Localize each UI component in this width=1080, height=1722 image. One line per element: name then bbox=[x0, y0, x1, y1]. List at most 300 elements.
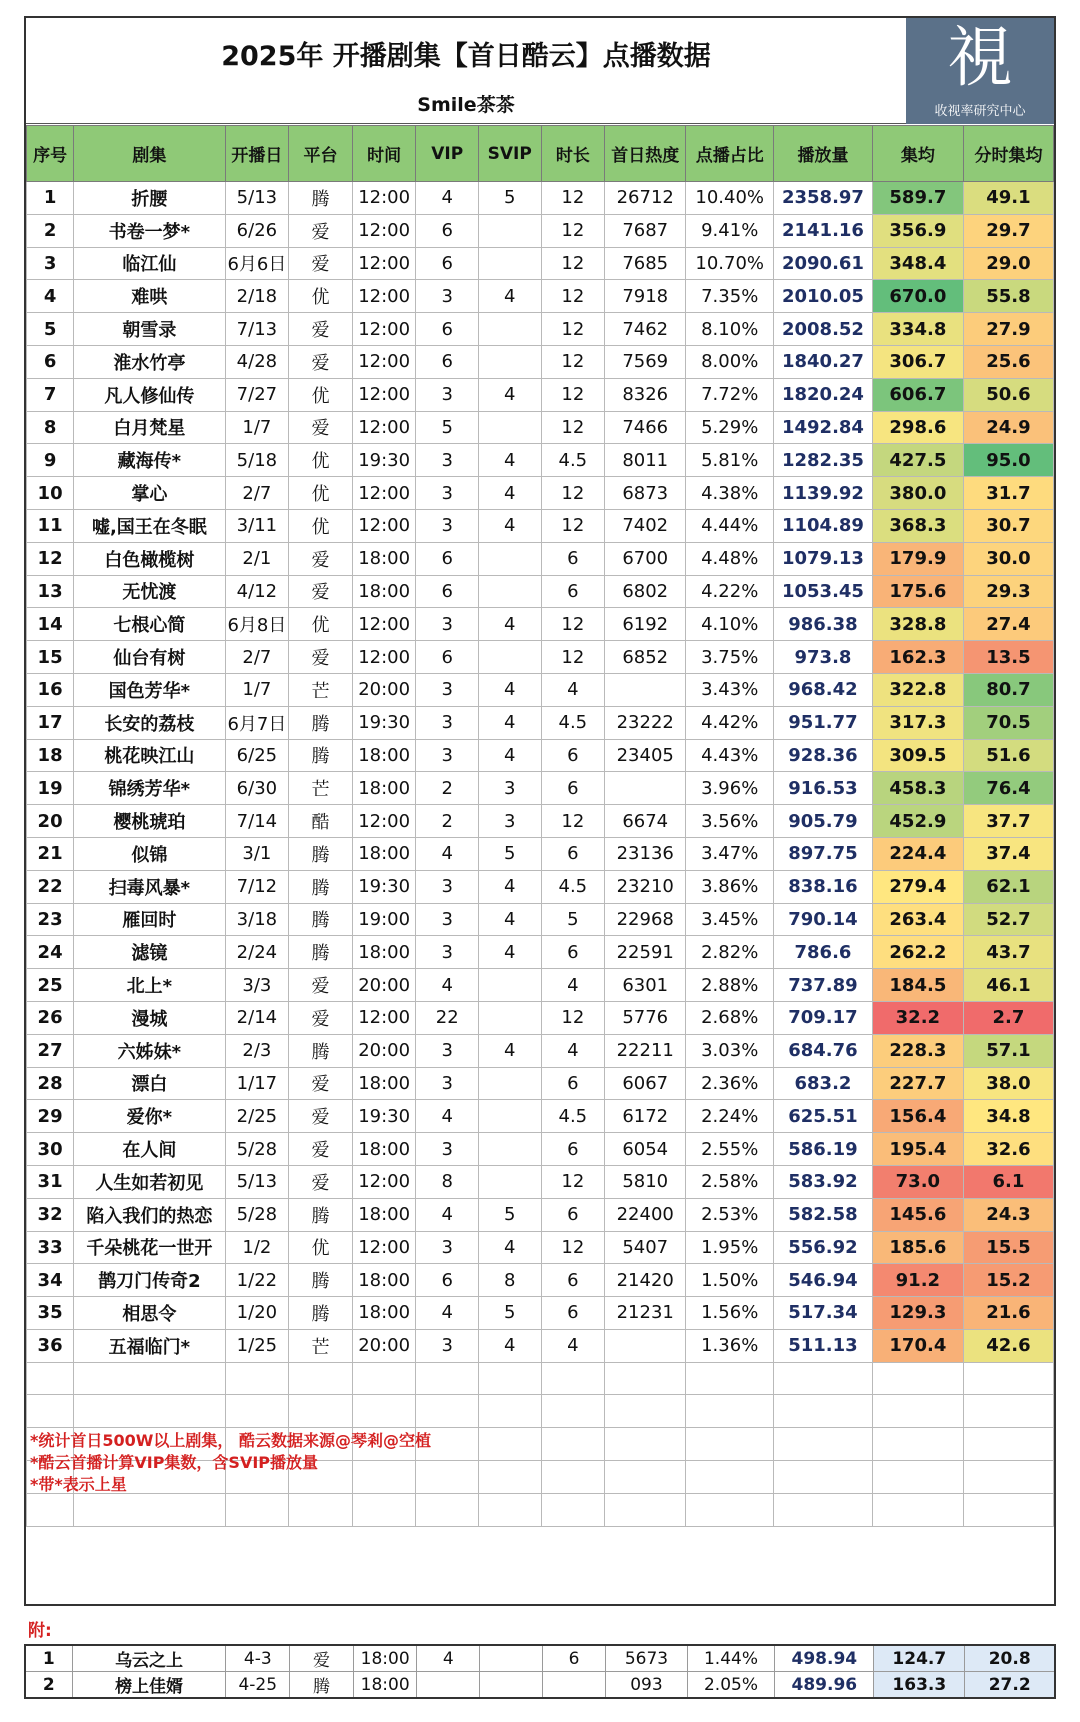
cell-time: 19:30 bbox=[352, 1100, 416, 1133]
empty-cell bbox=[686, 1395, 774, 1428]
cell-platform: 腾 bbox=[289, 870, 353, 903]
cell-vip: 3 bbox=[416, 444, 479, 477]
cell-date: 7/12 bbox=[225, 870, 289, 903]
cell-vip: 3 bbox=[416, 1034, 479, 1067]
cell-share: 4.43% bbox=[686, 739, 774, 772]
cell-duration: 4.5 bbox=[541, 870, 605, 903]
cell-title: 樱桃琥珀 bbox=[74, 805, 225, 838]
cell-date: 2/3 bbox=[225, 1034, 289, 1067]
cell-avg: 91.2 bbox=[872, 1264, 963, 1297]
cell-duration: 12 bbox=[541, 378, 605, 411]
cell-rank: 36 bbox=[27, 1329, 74, 1362]
cell-vip: 3 bbox=[416, 1231, 479, 1264]
cell-avg: 589.7 bbox=[872, 182, 963, 215]
empty-cell bbox=[963, 1461, 1053, 1494]
footnote-1: *统计首日500W以上剧集， 酷云数据来源@琴剎@空植 bbox=[30, 1431, 431, 1450]
cell-platform: 腾 bbox=[289, 1264, 353, 1297]
cell-share: 2.68% bbox=[686, 1001, 774, 1034]
cell-rank: 24 bbox=[27, 936, 74, 969]
cell-avg: 348.4 bbox=[872, 247, 963, 280]
cell-share: 5.81% bbox=[686, 444, 774, 477]
cell-rank: 26 bbox=[27, 1001, 74, 1034]
cell-title: 藏海传* bbox=[74, 444, 225, 477]
cell-title: 白色橄榄树 bbox=[74, 542, 225, 575]
table-row bbox=[27, 444, 1054, 477]
cell-date: 4/12 bbox=[225, 575, 289, 608]
cell-tavg: 30.7 bbox=[963, 509, 1053, 542]
cell-title: 在人间 bbox=[74, 1133, 225, 1166]
cell-rank: 9 bbox=[27, 444, 74, 477]
cell-avg: 124.7 bbox=[874, 1645, 965, 1672]
cell-plays: 1079.13 bbox=[774, 542, 873, 575]
cell-title: 临江仙 bbox=[74, 247, 225, 280]
cell-duration: 5 bbox=[541, 903, 605, 936]
cell-platform: 芒 bbox=[289, 772, 353, 805]
cell-date: 7/27 bbox=[225, 378, 289, 411]
cell-share: 3.75% bbox=[686, 641, 774, 674]
table-row bbox=[27, 1001, 1054, 1034]
empty-cell bbox=[27, 1395, 74, 1428]
cell-platform: 腾 bbox=[289, 1198, 353, 1231]
cell-rank: 1 bbox=[27, 182, 74, 215]
cell-time: 12:00 bbox=[352, 1165, 416, 1198]
cell-heat: 23136 bbox=[605, 837, 686, 870]
cell-share: 2.05% bbox=[687, 1672, 775, 1699]
cell-svip: 4 bbox=[478, 706, 541, 739]
cell-date: 5/13 bbox=[225, 1165, 289, 1198]
cell-share: 3.47% bbox=[686, 837, 774, 870]
cell-time: 12:00 bbox=[352, 182, 416, 215]
cell-share: 2.82% bbox=[686, 936, 774, 969]
cell-svip bbox=[478, 313, 541, 346]
appendix-row bbox=[25, 1645, 1055, 1672]
cell-heat: 6172 bbox=[605, 1100, 686, 1133]
cell-duration: 12 bbox=[541, 280, 605, 313]
cell-vip: 3 bbox=[416, 509, 479, 542]
cell-rank: 10 bbox=[27, 477, 74, 510]
cell-tavg: 24.3 bbox=[963, 1198, 1053, 1231]
cell-tavg: 15.5 bbox=[963, 1231, 1053, 1264]
cell-title: 无忧渡 bbox=[74, 575, 225, 608]
cell-vip: 6 bbox=[416, 313, 479, 346]
cell-rank: 25 bbox=[27, 969, 74, 1002]
cell-date: 6/26 bbox=[225, 214, 289, 247]
cell-vip: 3 bbox=[416, 673, 479, 706]
cell-duration: 6 bbox=[541, 1133, 605, 1166]
cell-tavg: 37.4 bbox=[963, 837, 1053, 870]
cell-plays: 517.34 bbox=[774, 1297, 873, 1330]
cell-plays: 1282.35 bbox=[774, 444, 873, 477]
cell-plays: 1840.27 bbox=[774, 345, 873, 378]
table-row bbox=[27, 1329, 1054, 1362]
cell-heat: 8011 bbox=[605, 444, 686, 477]
cell-plays: 951.77 bbox=[774, 706, 873, 739]
cell-time: 18:00 bbox=[352, 1297, 416, 1330]
cell-heat: 6873 bbox=[605, 477, 686, 510]
cell-plays: 546.94 bbox=[774, 1264, 873, 1297]
column-header-plays: 播放量 bbox=[774, 126, 873, 182]
empty-cell bbox=[416, 1362, 479, 1395]
cell-avg: 32.2 bbox=[872, 1001, 963, 1034]
empty-cell bbox=[478, 1362, 541, 1395]
page-subtitle: Smile茶茶 bbox=[417, 94, 515, 116]
table-row bbox=[27, 411, 1054, 444]
cell-svip bbox=[480, 1645, 543, 1672]
cell-platform: 爱 bbox=[289, 641, 353, 674]
cell-heat: 22591 bbox=[605, 936, 686, 969]
empty-cell bbox=[541, 1493, 605, 1526]
cell-vip: 3 bbox=[416, 280, 479, 313]
empty-cell bbox=[541, 1362, 605, 1395]
appendix-table bbox=[24, 1644, 1056, 1699]
cell-avg: 317.3 bbox=[872, 706, 963, 739]
cell-platform: 爱 bbox=[289, 411, 353, 444]
cell-duration: 4.5 bbox=[541, 1100, 605, 1133]
cell-time: 18:00 bbox=[352, 542, 416, 575]
table-row bbox=[27, 1165, 1054, 1198]
cell-tavg: 20.8 bbox=[965, 1645, 1055, 1672]
logo-caption: 收视率研究中心 bbox=[934, 104, 1026, 119]
table-row bbox=[27, 706, 1054, 739]
empty-cell bbox=[686, 1493, 774, 1526]
cell-time: 19:00 bbox=[352, 903, 416, 936]
cell-avg: 328.8 bbox=[872, 608, 963, 641]
cell-platform: 酷 bbox=[289, 805, 353, 838]
empty-cell bbox=[774, 1395, 873, 1428]
cell-title: 六姊妹* bbox=[74, 1034, 225, 1067]
cell-plays: 683.2 bbox=[774, 1067, 873, 1100]
empty-cell bbox=[289, 1395, 353, 1428]
table-row bbox=[27, 1198, 1054, 1231]
cell-heat: 5673 bbox=[606, 1645, 687, 1672]
cell-title: 爱你* bbox=[74, 1100, 225, 1133]
cell-heat: 21420 bbox=[605, 1264, 686, 1297]
logo-glyph: 視 bbox=[947, 19, 1013, 96]
cell-rank: 28 bbox=[27, 1067, 74, 1100]
cell-duration: 6 bbox=[541, 1264, 605, 1297]
cell-share: 4.48% bbox=[686, 542, 774, 575]
cell-svip: 5 bbox=[478, 837, 541, 870]
cell-platform: 爱 bbox=[289, 1133, 353, 1166]
cell-avg: 224.4 bbox=[872, 837, 963, 870]
cell-date: 5/28 bbox=[225, 1133, 289, 1166]
cell-heat: 8326 bbox=[605, 378, 686, 411]
cell-heat: 6852 bbox=[605, 641, 686, 674]
cell-title: 国色芳华* bbox=[74, 673, 225, 706]
cell-share: 7.35% bbox=[686, 280, 774, 313]
cell-rank: 14 bbox=[27, 608, 74, 641]
cell-duration: 6 bbox=[541, 739, 605, 772]
cell-share: 4.44% bbox=[686, 509, 774, 542]
cell-svip bbox=[478, 1165, 541, 1198]
cell-date: 6月8日 bbox=[225, 608, 289, 641]
empty-cell bbox=[774, 1362, 873, 1395]
cell-platform: 爱 bbox=[289, 247, 353, 280]
column-header-svip: SVIP bbox=[478, 126, 541, 182]
table-row bbox=[27, 870, 1054, 903]
cell-rank: 8 bbox=[27, 411, 74, 444]
cell-title: 掌心 bbox=[74, 477, 225, 510]
cell-avg: 129.3 bbox=[872, 1297, 963, 1330]
cell-heat: 6674 bbox=[605, 805, 686, 838]
cell-vip: 3 bbox=[416, 477, 479, 510]
cell-duration: 12 bbox=[541, 509, 605, 542]
empty-cell bbox=[289, 1493, 353, 1526]
cell-svip: 5 bbox=[478, 182, 541, 215]
cell-tavg: 13.5 bbox=[963, 641, 1053, 674]
table-row bbox=[27, 1100, 1054, 1133]
cell-platform: 优 bbox=[289, 477, 353, 510]
empty-cell bbox=[872, 1395, 963, 1428]
cell-vip: 3 bbox=[416, 1133, 479, 1166]
cell-time: 18:00 bbox=[352, 739, 416, 772]
cell-svip: 4 bbox=[478, 739, 541, 772]
column-header-date: 开播日 bbox=[225, 126, 289, 182]
cell-avg: 145.6 bbox=[872, 1198, 963, 1231]
cell-rank: 7 bbox=[27, 378, 74, 411]
cell-rank: 16 bbox=[27, 673, 74, 706]
cell-share: 1.56% bbox=[686, 1297, 774, 1330]
cell-vip: 22 bbox=[416, 1001, 479, 1034]
cell-date: 3/11 bbox=[225, 509, 289, 542]
cell-avg: 156.4 bbox=[872, 1100, 963, 1133]
cell-rank: 33 bbox=[27, 1231, 74, 1264]
cell-svip: 4 bbox=[478, 378, 541, 411]
cell-heat: 6301 bbox=[605, 969, 686, 1002]
empty-cell bbox=[963, 1493, 1053, 1526]
cell-time: 12:00 bbox=[352, 608, 416, 641]
cell-duration: 6 bbox=[542, 1645, 606, 1672]
cell-title: 漫城 bbox=[74, 1001, 225, 1034]
cell-avg: 368.3 bbox=[872, 509, 963, 542]
cell-rank: 15 bbox=[27, 641, 74, 674]
table-row bbox=[27, 313, 1054, 346]
cell-avg: 175.6 bbox=[872, 575, 963, 608]
empty-row bbox=[27, 1395, 1054, 1428]
cell-duration: 12 bbox=[541, 608, 605, 641]
table-row bbox=[27, 969, 1054, 1002]
cell-date: 6月7日 bbox=[225, 706, 289, 739]
cell-title: 相思令 bbox=[74, 1297, 225, 1330]
cell-time: 12:00 bbox=[352, 280, 416, 313]
cell-time: 12:00 bbox=[352, 345, 416, 378]
cell-duration: 12 bbox=[541, 641, 605, 674]
cell-vip: 4 bbox=[416, 1297, 479, 1330]
cell-svip bbox=[478, 247, 541, 280]
cell-title: 桃花映江山 bbox=[74, 739, 225, 772]
cell-date: 5/28 bbox=[225, 1198, 289, 1231]
cell-date: 1/25 bbox=[225, 1329, 289, 1362]
cell-title: 书卷一梦* bbox=[74, 214, 225, 247]
cell-duration: 12 bbox=[541, 477, 605, 510]
cell-title: 折腰 bbox=[74, 182, 225, 215]
cell-share: 9.41% bbox=[686, 214, 774, 247]
cell-plays: 2090.61 bbox=[774, 247, 873, 280]
cell-rank: 29 bbox=[27, 1100, 74, 1133]
cell-share: 2.55% bbox=[686, 1133, 774, 1166]
cell-heat: 7687 bbox=[605, 214, 686, 247]
cell-duration: 4.5 bbox=[541, 444, 605, 477]
cell-vip: 6 bbox=[416, 345, 479, 378]
empty-cell bbox=[872, 1493, 963, 1526]
cell-duration: 4 bbox=[541, 673, 605, 706]
cell-rank: 23 bbox=[27, 903, 74, 936]
table-row bbox=[27, 837, 1054, 870]
cell-title: 朝雪录 bbox=[74, 313, 225, 346]
cell-duration: 6 bbox=[541, 936, 605, 969]
cell-date: 1/22 bbox=[225, 1264, 289, 1297]
cell-heat: 5407 bbox=[605, 1231, 686, 1264]
footnote-3: *带*表示上星 bbox=[30, 1475, 127, 1494]
cell-svip: 3 bbox=[478, 805, 541, 838]
empty-row bbox=[27, 1362, 1054, 1395]
cell-share: 3.56% bbox=[686, 805, 774, 838]
cell-rank: 2 bbox=[27, 214, 74, 247]
empty-cell bbox=[416, 1493, 479, 1526]
table-row bbox=[27, 378, 1054, 411]
cell-platform: 爱 bbox=[290, 1645, 354, 1672]
cell-time: 12:00 bbox=[352, 509, 416, 542]
cell-avg: 162.3 bbox=[872, 641, 963, 674]
cell-share: 3.43% bbox=[686, 673, 774, 706]
cell-avg: 458.3 bbox=[872, 772, 963, 805]
cell-heat: 23222 bbox=[605, 706, 686, 739]
cell-share: 10.70% bbox=[686, 247, 774, 280]
cell-time: 19:30 bbox=[352, 706, 416, 739]
cell-platform: 腾 bbox=[289, 706, 353, 739]
cell-svip: 4 bbox=[478, 1329, 541, 1362]
cell-tavg: 62.1 bbox=[963, 870, 1053, 903]
cell-title: 扫毒风暴* bbox=[74, 870, 225, 903]
cell-duration: 12 bbox=[541, 214, 605, 247]
cell-title: 雁回时 bbox=[74, 903, 225, 936]
cell-rank: 6 bbox=[27, 345, 74, 378]
cell-platform: 优 bbox=[289, 444, 353, 477]
table-row bbox=[27, 1133, 1054, 1166]
cell-vip: 6 bbox=[416, 1264, 479, 1297]
cell-share: 7.72% bbox=[686, 378, 774, 411]
cell-tavg: 31.7 bbox=[963, 477, 1053, 510]
cell-plays: 1104.89 bbox=[774, 509, 873, 542]
cell-heat bbox=[605, 772, 686, 805]
cell-platform: 爱 bbox=[289, 345, 353, 378]
cell-tavg: 21.6 bbox=[963, 1297, 1053, 1330]
table-row bbox=[27, 903, 1054, 936]
cell-platform: 爱 bbox=[289, 1067, 353, 1100]
cell-vip bbox=[417, 1672, 480, 1699]
cell-tavg: 32.6 bbox=[963, 1133, 1053, 1166]
empty-cell bbox=[686, 1362, 774, 1395]
cell-title: 难哄 bbox=[74, 280, 225, 313]
cell-heat bbox=[605, 1329, 686, 1362]
cell-tavg: 52.7 bbox=[963, 903, 1053, 936]
cell-avg: 279.4 bbox=[872, 870, 963, 903]
cell-avg: 334.8 bbox=[872, 313, 963, 346]
cell-platform: 腾 bbox=[289, 739, 353, 772]
cell-vip: 3 bbox=[416, 608, 479, 641]
cell-duration: 6 bbox=[541, 1067, 605, 1100]
cell-duration bbox=[542, 1672, 606, 1699]
cell-time: 12:00 bbox=[352, 477, 416, 510]
cell-duration: 6 bbox=[541, 575, 605, 608]
table-header-row bbox=[27, 126, 1054, 182]
cell-platform: 芒 bbox=[289, 673, 353, 706]
cell-share: 2.53% bbox=[686, 1198, 774, 1231]
cell-rank: 2 bbox=[25, 1672, 72, 1699]
table-row bbox=[27, 542, 1054, 575]
cell-time: 18:00 bbox=[353, 1672, 417, 1699]
cell-plays: 986.38 bbox=[774, 608, 873, 641]
cell-time: 20:00 bbox=[352, 1034, 416, 1067]
cell-duration: 12 bbox=[541, 1001, 605, 1034]
cell-date: 4-25 bbox=[226, 1672, 290, 1699]
cell-plays: 586.19 bbox=[774, 1133, 873, 1166]
cell-duration: 12 bbox=[541, 805, 605, 838]
column-header-heat: 首日热度 bbox=[605, 126, 686, 182]
cell-heat: 7466 bbox=[605, 411, 686, 444]
cell-plays: 737.89 bbox=[774, 969, 873, 1002]
cell-share: 2.36% bbox=[686, 1067, 774, 1100]
cell-tavg: 29.7 bbox=[963, 214, 1053, 247]
cell-share: 10.40% bbox=[686, 182, 774, 215]
empty-cell bbox=[225, 1395, 289, 1428]
cell-time: 12:00 bbox=[352, 1001, 416, 1034]
cell-vip: 3 bbox=[416, 903, 479, 936]
cell-heat: 6700 bbox=[605, 542, 686, 575]
cell-svip bbox=[478, 1067, 541, 1100]
column-header-share: 点播占比 bbox=[686, 126, 774, 182]
cell-svip bbox=[478, 1100, 541, 1133]
cell-avg: 298.6 bbox=[872, 411, 963, 444]
empty-cell bbox=[74, 1493, 225, 1526]
cell-plays: 905.79 bbox=[774, 805, 873, 838]
cell-heat: 6054 bbox=[605, 1133, 686, 1166]
cell-heat: 22211 bbox=[605, 1034, 686, 1067]
table-row bbox=[27, 641, 1054, 674]
cell-title: 鹊刀门传奇2 bbox=[74, 1264, 225, 1297]
cell-tavg: 80.7 bbox=[963, 673, 1053, 706]
cell-platform: 爱 bbox=[289, 1001, 353, 1034]
cell-plays: 916.53 bbox=[774, 772, 873, 805]
empty-cell bbox=[541, 1395, 605, 1428]
cell-avg: 227.7 bbox=[872, 1067, 963, 1100]
cell-plays: 838.16 bbox=[774, 870, 873, 903]
cell-avg: 452.9 bbox=[872, 805, 963, 838]
cell-title: 滤镜 bbox=[74, 936, 225, 969]
cell-plays: 709.17 bbox=[774, 1001, 873, 1034]
cell-vip: 5 bbox=[416, 411, 479, 444]
table-row bbox=[27, 477, 1054, 510]
cell-title: 白月梵星 bbox=[74, 411, 225, 444]
cell-svip bbox=[478, 1001, 541, 1034]
cell-time: 20:00 bbox=[352, 673, 416, 706]
cell-tavg: 49.1 bbox=[963, 182, 1053, 215]
cell-plays: 790.14 bbox=[774, 903, 873, 936]
cell-date: 3/18 bbox=[225, 903, 289, 936]
empty-cell bbox=[963, 1362, 1053, 1395]
cell-avg: 179.9 bbox=[872, 542, 963, 575]
cell-platform: 优 bbox=[289, 509, 353, 542]
cell-title: 千朵桃花一世开 bbox=[74, 1231, 225, 1264]
cell-title: 锦绣芳华* bbox=[74, 772, 225, 805]
cell-svip: 4 bbox=[478, 1231, 541, 1264]
cell-avg: 263.4 bbox=[872, 903, 963, 936]
empty-cell bbox=[963, 1395, 1053, 1428]
table-row bbox=[27, 739, 1054, 772]
cell-title: 乌云之上 bbox=[72, 1645, 226, 1672]
empty-cell bbox=[74, 1362, 225, 1395]
cell-tavg: 42.6 bbox=[963, 1329, 1053, 1362]
